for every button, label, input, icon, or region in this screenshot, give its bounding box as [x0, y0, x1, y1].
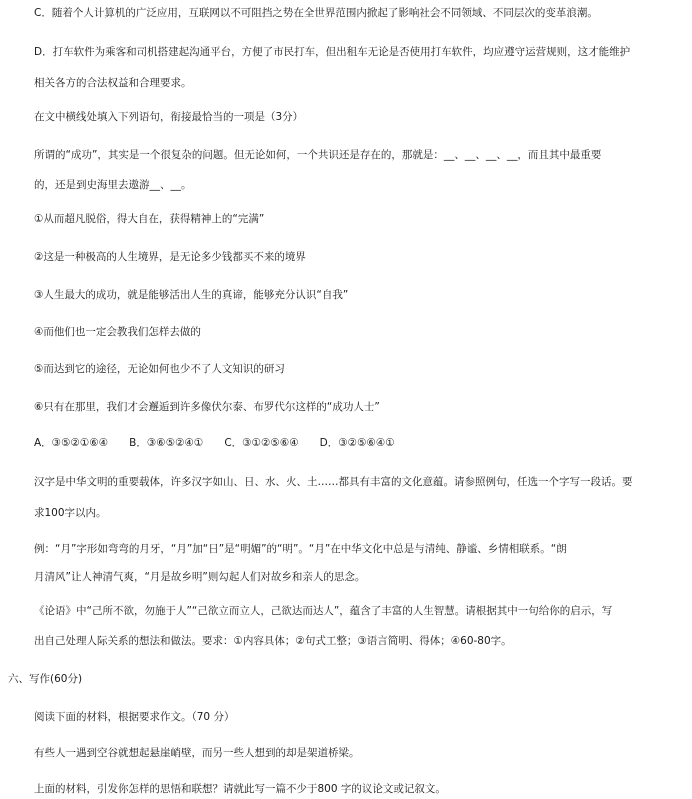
- passage-text: 所谓的“成功”，其实是一个很复杂的问题。但无论如何，一个共识还是存在的，那就是：__、__、__、__，而且其中最重要: [34, 149, 602, 161]
- sentence-2: ②这是一种极高的人生境界，是无论多少钱都买不来的境界: [34, 251, 306, 263]
- passage-text-cont: 的，还是到史海里去遨游__、__。: [34, 179, 192, 191]
- option-d-text-cont: 相关各方的合法权益和合理要求。: [34, 77, 192, 89]
- section-heading: 六、写作(60分): [8, 673, 83, 685]
- example-text-cont: 月清风”让人神清气爽，“月是故乡明”则勾起人们对故乡和亲人的思念。: [34, 571, 366, 583]
- sentence-3: ③人生最大的成功，就是能够活出人生的真谛，能够充分认识“自我”: [34, 289, 349, 301]
- sentence-6: ⑥只有在那里，我们才会邂逅到许多像伏尔泰、布罗代尔这样的“成功人士”: [34, 401, 380, 413]
- writing-task: 上面的材料，引发你怎样的思悟和联想？请就此写一篇不少于800 字的议论文或记叙文。: [34, 783, 446, 795]
- writing-instruction: 阅读下面的材料，根据要求作文。（70 分）: [34, 711, 235, 723]
- option-d-text: D．打车软件为乘客和司机搭建起沟通平台，方便了市民打车，但出租车无论是否使用打车软件，均应遵守运营规则，这才能维护: [34, 46, 631, 58]
- example-text: 例：“月”字形如弯弯的月牙，“月”加“日”是“明媚”的“明”。“月”在中华文化中总是与清纯、静谧、乡情相联系。“朗: [34, 543, 567, 555]
- question-prompt: 在文中横线处填入下列语句，衔接最恰当的一项是（3分）: [34, 111, 304, 123]
- hanzi-question: 汉字是中华文明的重要载体，许多汉字如山、日、水、火、土……都具有丰富的文化意蕴。请参照例句，任选一个字写一段话。要: [34, 476, 633, 488]
- answer-choices: A．③⑤②①⑥④ B．③⑥⑤②④① C．③①②⑤⑥④ D．③②⑤⑥④①: [34, 437, 395, 449]
- option-c-text: C．随着个人计算机的广泛应用，互联网以不可阻挡之势在全世界范围内掀起了影响社会不同领域、不同层次的变革浪潮。: [34, 7, 598, 19]
- sentence-5: ⑤而达到它的途径，无论如何也少不了人文知识的研习: [34, 363, 285, 375]
- lunyu-question: 《论语》中“己所不欲，勿施于人”“己欲立而立人，己欲达而达人”，蕴含了丰富的人生智慧。请根据其中一句给你的启示，写: [34, 605, 613, 617]
- sentence-4: ④而他们也一定会教我们怎样去做的: [34, 326, 201, 338]
- sentence-1: ①从而超凡脱俗，得大自在，获得精神上的“完满”: [34, 213, 265, 225]
- lunyu-question-cont: 出自己处理人际关系的想法和做法。要求：①内容具体；②句式工整；③语言简明、得体；④60-80字。: [34, 635, 512, 647]
- writing-material: 有些人一遇到空谷就想起悬崖峭壁，而另一些人想到的却是架道桥梁。: [34, 747, 360, 759]
- hanzi-question-cont: 求100字以内。: [34, 507, 107, 519]
